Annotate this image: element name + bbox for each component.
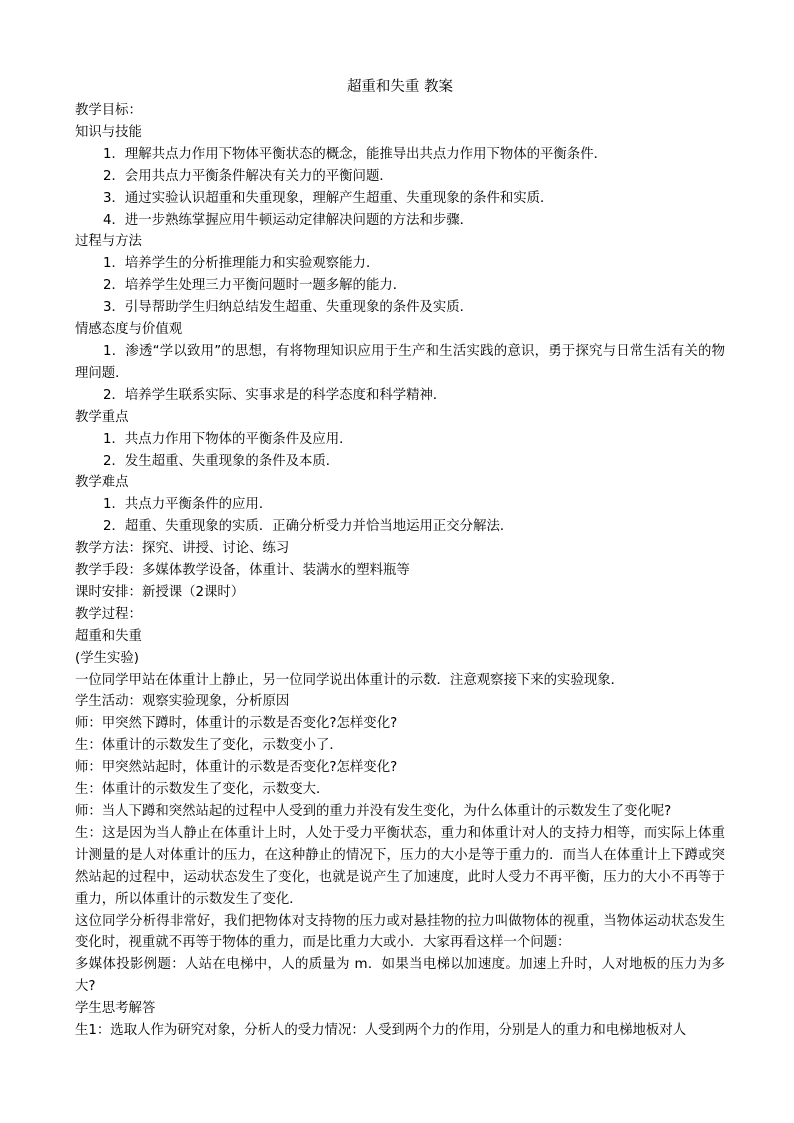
key-points-heading: 教学重点	[75, 409, 129, 425]
example-problem: 多媒体投影例题：人站在电梯中，人的质量为 m．如果当电梯以加速度。加速上升时，人对地板的压力为多大?	[75, 957, 725, 995]
knowledge-item-4: 4．进一步熟练掌握应用牛顿运动定律解决问题的方法和步骤．	[103, 212, 474, 228]
difficult-points-heading: 教学难点	[75, 475, 129, 491]
dialog-teacher-2: 师：甲突然站起时，体重计的示数是否变化?怎样变化?	[75, 760, 398, 776]
paragraph-apparent-weight: 这位同学分析得非常好，我们把物体对支持物的压力或对悬挂物的拉力叫做物体的视重，当物体运动状态发生变化时，视重就不再等于物体的重力，而是比重力大或小．大家再看这样一个问题：	[75, 913, 725, 951]
dialog-student-1: 生：体重计的示数发生了变化，示数变小了．	[75, 738, 343, 754]
class-schedule: 课时安排：新授课（2课时）	[75, 584, 245, 600]
student-thinking-label: 学生思考解答	[75, 1001, 156, 1017]
knowledge-item-1: 1．理解共点力作用下物体平衡状态的概念，能推导出共点力作用下物体的平衡条件．	[103, 146, 607, 162]
knowledge-item-2: 2．会用共点力平衡条件解决有关力的平衡问题．	[103, 168, 393, 184]
paragraph-1: 一位同学甲站在体重计上静止，另一位同学说出体重计的示数．注意观察接下来的实验现象．	[75, 672, 625, 688]
section-heading: 超重和失重	[75, 628, 142, 644]
process-item-3: 3．引导帮助学生归纳总结发生超重、失重现象的条件及实质．	[103, 300, 474, 316]
document-page	[75, 74, 725, 1042]
dialog-teacher-1: 师：甲突然下蹲时，体重计的示数是否变化?怎样变化?	[75, 716, 398, 732]
attitude-heading: 情感态度与价值观	[75, 322, 183, 338]
key-point-1: 1．共点力作用下物体的平衡条件及应用．	[103, 431, 353, 447]
teaching-tools: 教学手段：多媒体教学设备，体重计、装满水的塑料瓶等	[75, 563, 410, 579]
paragraph-2: 学生活动：观察实验现象，分析原因	[75, 694, 290, 710]
process-item-2: 2．培养学生处理三力平衡问题时一题多解的能力．	[103, 278, 407, 294]
page-title: 超重和失重 教案	[346, 79, 454, 95]
attitude-item-1: 1．渗透“学以致用”的思想，有将物理知识应用于生产和生活实践的意识，勇于探究与日常生活有关的物理问题．	[75, 343, 725, 381]
dialog-teacher-3: 师：当人下蹲和突然站起的过程中人受到的重力并没有发生变化，为什么体重计的示数发生了变化呢?	[75, 804, 672, 819]
student-answer-1: 生1：选取人作为研究对象，分析人的受力情况：人受到两个力的作用，分别是人的重力和电梯地板对人	[75, 1023, 687, 1039]
difficult-point-2: 2．超重、失重现象的实质．正确分析受力并恰当地运用正交分解法．	[103, 519, 514, 535]
experiment-label: (学生实验)	[75, 650, 140, 666]
process-item-1: 1．培养学生的分析推理能力和实验观察能力．	[103, 256, 380, 272]
teaching-goals-heading: 教学目标：	[75, 103, 142, 118]
attitude-item-2: 2．培养学生联系实际、实事求是的科学态度和科学精神．	[103, 387, 447, 403]
knowledge-item-3: 3．通过实验认识超重和失重现象，理解产生超重、失重现象的条件和实质．	[103, 190, 554, 206]
process-method-heading: 过程与方法	[75, 234, 142, 250]
teaching-process-label: 教学过程：	[75, 606, 142, 622]
dialog-student-2: 生：体重计的示数发生了变化，示数变大．	[75, 782, 330, 798]
difficult-point-1: 1．共点力平衡条件的应用．	[103, 497, 273, 513]
key-point-2: 2．发生超重、失重现象的条件及本质．	[103, 453, 340, 469]
knowledge-skills-heading: 知识与技能	[75, 124, 142, 140]
teaching-method: 教学方法：探究、讲授、讨论、练习	[75, 541, 290, 557]
dialog-student-3: 生：这是因为当人静止在体重计上时，人处于受力平衡状态，重力和体重计对人的支持力相等，而实际上体重计测量的是人对体重计的压力，在这种静止的情况下，压力的大小是等于重力的．而当人在体重计上下蹲或突然站起的过程中，运动状态发生了变化，也就是说产生了加速度，此时人受力不再平衡，压力的大小不再等于重力，所以体重计的示数发生了变化．	[75, 825, 725, 907]
